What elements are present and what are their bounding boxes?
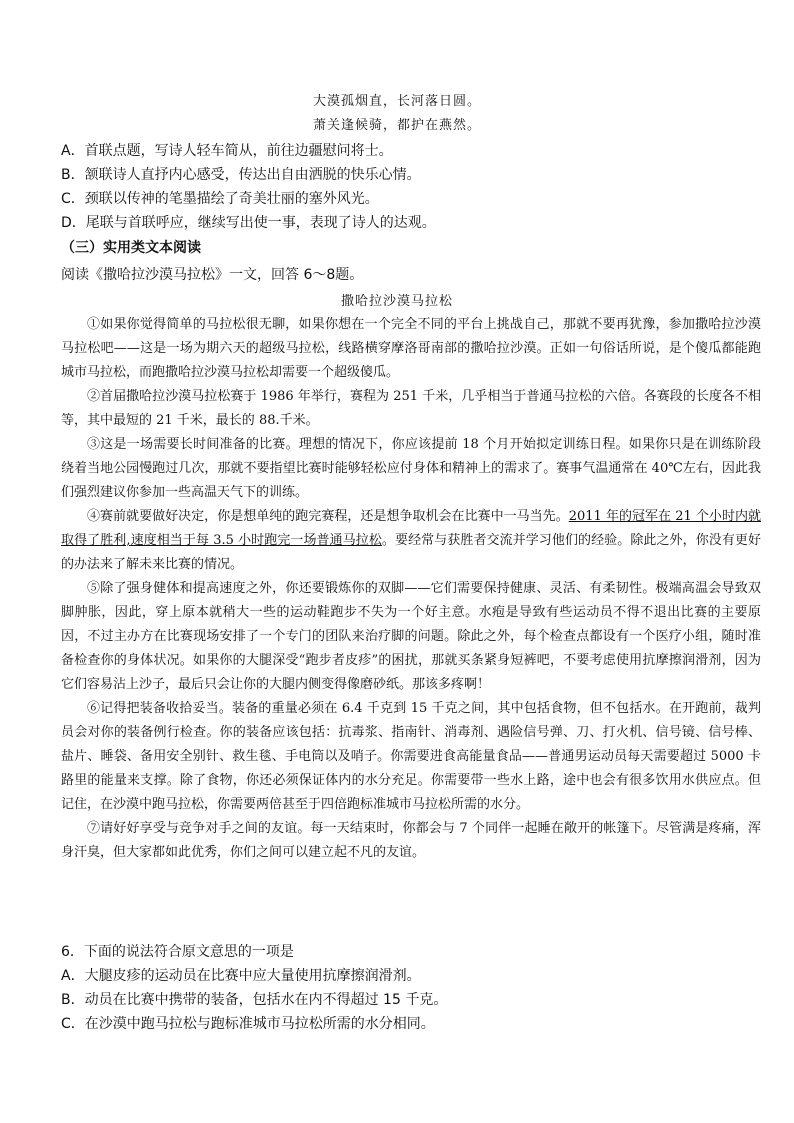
poem-line-2: 萧关逢候骑，都护在燕然。 [312, 118, 481, 133]
paragraph-5: ⑤除了强身健体和提高速度之外，你还要锻炼你的双脚——它们需要保持健康、灵活、有柔韧性。极端高温会导致双脚肿胀，因此，穿上原本就稍大一些的运动鞋跑步不失为一个好主意。水疱是导致有些运动员不得不退出比赛的主要原因，不过主办方在比赛现场安排了一个专门的团队来治疗脚的问题。除此之外，每个检查点都设有一个医疗小组，随时准备检查你的身体状况。如果你的大腿深受“跑步者皮疹”的困扰，那就买条紧身短裤吧，不要考虑使用抗摩擦润滑剂，因为它们容易沾上沙子，最后只会让你的大腿内侧变得像磨砂纸。那该多疼啊！ [61, 581, 761, 692]
question-6-option-c: C．在沙漠中跑马拉松与跑标准城市马拉松所需的水分相同。 [61, 1016, 435, 1032]
paragraph-4-end: 。要经常与获胜者交流并学习他们的经验。除此之外，你没有更好的办法来了解未来比赛的情况。 [61, 533, 761, 572]
paragraph-3: ③这是一场需要长时间准备的比赛。理想的情况下，你应该提前 18 个月开始拟定训练日程。如果你只是在训练阶段绕着当地公园慢跑过几次，那就不要指望比赛时能够轻松应付身体和精神上的需求了。赛事气温通常在 40℃左右，因此我们强烈建议你参加一些高温天气下的训练。 [61, 437, 761, 500]
paragraph-4 [61, 505, 761, 577]
article-title: 撒哈拉沙漠马拉松 [340, 294, 453, 309]
question-6-option-a: A．大腿皮疹的运动员在比赛中应大量使用抗摩擦润滑剂。 [61, 968, 421, 984]
paragraph-4-start: ④赛前就要做好决定，你是想单纯的跑完赛程，还是想争取机会在比赛中一马当先。 [87, 509, 569, 524]
poem-option-b: B．颔联诗人直抒内心感受，传达出自由洒脱的快乐心情。 [61, 167, 421, 183]
paragraph-7: ⑦请好好享受与竞争对手之间的友谊。每一天结束时，你都会与 7 个同伴一起睡在敞开的帐篷下。尽管满是疼痛，浑身汗臭，但大家都如此优秀，你们之间可以建立起不凡的友谊。 [61, 821, 761, 860]
underlined-sentence: 2011 年的冠军在 21 个小时内就取得了胜利,速度相当于每 3.5 小时跑完一场普通马拉松 [61, 509, 761, 548]
poem-option-d: D．尾联与首联呼应，继续写出使一事，表现了诗人的达观。 [61, 215, 436, 231]
question-6-option-b: B．动员在比赛中携带的装备，包括水在内不得超过 15 千克。 [61, 992, 448, 1008]
paragraph-6: ⑥记得把装备收拾妥当。装备的重量必须在 6.4 千克到 15 千克之间，其中包括食物，但不包括水。在开跑前，裁判员会对你的装备例行检查。你的装备应该包括：抗毒浆、指南针、消毒剂、遇险信号弹、刀、打火机、信号镜、信号棒、盐片、睡袋、备用安全别针、救生毯、手电筒以及哨子。你需要进食高能量食品——普通男运动员每天需要超过 5000 卡路里的能量来支撑。除了食物，你还必须保证体内的水分充足。你需要带一些水上路，途中也会有很多饮用水供应点。但记住，在沙漠中跑马拉松，你需要两倍甚至于四倍跑标准城市马拉松所需的水分。 [61, 701, 761, 812]
poem-line-1: 大漠孤烟直，长河落日圆。 [312, 94, 481, 109]
section-heading: （三）实用类文本阅读 [61, 240, 201, 256]
reading-instruction: 阅读《撒哈拉沙漠马拉松》一文，回答 6～8题。 [61, 267, 364, 283]
poem-option-a: A．首联点题，写诗人轻车简从，前往边疆慰问将士。 [61, 143, 393, 159]
paragraph-2: ②首届撒哈拉沙漠马拉松赛于 1986 年举行，赛程为 251 千米，几乎相当于普通马拉松的六倍。各赛段的长度各不相等，其中最短的 21 千米，最长的 88.千米。 [61, 389, 761, 428]
question-6-stem: 6．下面的说法符合原文意思的一项是 [61, 944, 294, 960]
poem-option-c: C．颈联以传神的笔墨描绘了奇美壮丽的塞外风光。 [61, 191, 379, 207]
article-body [61, 313, 761, 865]
paragraph-1: ①如果你觉得简单的马拉松很无聊，如果你想在一个完全不同的平台上挑战自己，那就不要再犹豫，参加撒哈拉沙漠马拉松吧——这是一场为期六天的超级马拉松，线路横穿摩洛哥南部的撒哈拉沙漠。正如一句俗话所说，是个傻瓜都能跑城市马拉松，而跑撒哈拉沙漠马拉松却需要一个超级傻瓜。 [61, 317, 761, 380]
